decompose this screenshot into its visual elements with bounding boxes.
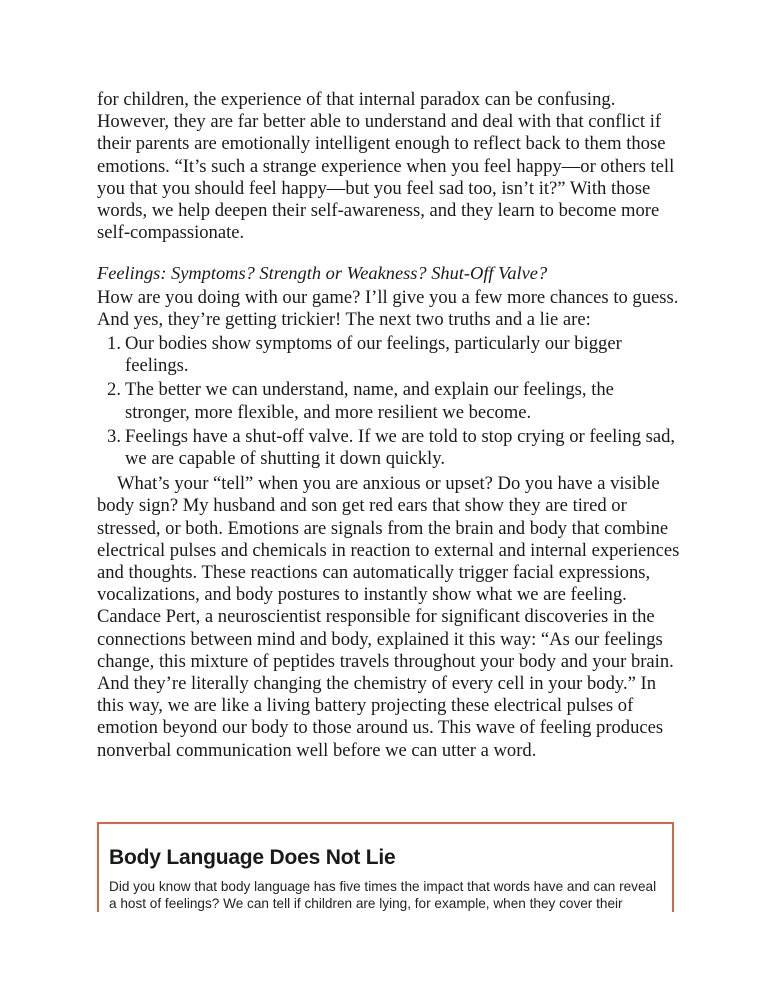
list-item (97, 379, 682, 423)
section-heading: Feelings: Symptoms? Strength or Weakness? Shut-Off Valve? (97, 263, 548, 284)
sidebar-title: Body Language Does Not Lie (109, 846, 396, 869)
list-item (97, 426, 682, 470)
list-number: 2. (107, 379, 121, 401)
paragraph: How are you doing with our game? I’ll give you a few more chances to guess. And yes, they’re getting trickier! The next two truths and a lie are: (97, 286, 679, 330)
paragraph: for children, the experience of that internal paradox can be confusing. However, they are far better able to understand and deal with that conflict if their parents are emotionally intelligent enough to reflect back to them those emotions. “It’s such a strange experience when you feel happy—or others tell you that you should feel happy—but you feel sad too, isn’t it?” With those words, we help deepen their self-awareness, and they learn to become more self-compassionate. (97, 89, 675, 244)
list-text: The better we can understand, name, and explain our feelings, the stronger, more flexible, and more resilient we become. (125, 379, 614, 423)
sidebar-box (97, 822, 674, 912)
list-item (97, 333, 682, 377)
list-text: Feelings have a shut-off valve. If we are told to stop crying or feeling sad, we are capable of shutting it down quickly. (125, 425, 676, 470)
list-number: 3. (107, 425, 121, 447)
list-text: Our bodies show symptoms of our feelings, particularly our bigger feelings. (125, 333, 622, 377)
paragraph: What’s your “tell” when you are anxious or upset? Do you have a visible body sign? My husband and son get red ears that show they are tired or stressed, or both. Emotions are signals from the brain and body that combine electrical pulses and chemicals in reaction to external and internal experiences and thoughts. These reactions can automatically trigger facial expressions, vocalizations, and body postures to instantly show what we are feeling. Candace Pert, a neuroscientist responsible for significant discoveries in the connections between mind and body, explained it this way: “As our feelings change, this mixture of peptides travels throughout your body and your brain. And they’re literally changing the chemistry of every cell in your body.” In this way, we are like a living battery projecting these electrical pulses of emotion beyond our body to those around us. This wave of feeling produces nonverbal communication well before we can utter a word. (97, 473, 680, 761)
numbered-list (97, 333, 682, 470)
sidebar-text: Did you know that body language has five times the impact that words have and can reveal a host of feelings? We can tell if children are lying, for example, when they cover their (109, 879, 657, 911)
body-text (97, 89, 682, 762)
list-number: 1. (107, 333, 121, 355)
